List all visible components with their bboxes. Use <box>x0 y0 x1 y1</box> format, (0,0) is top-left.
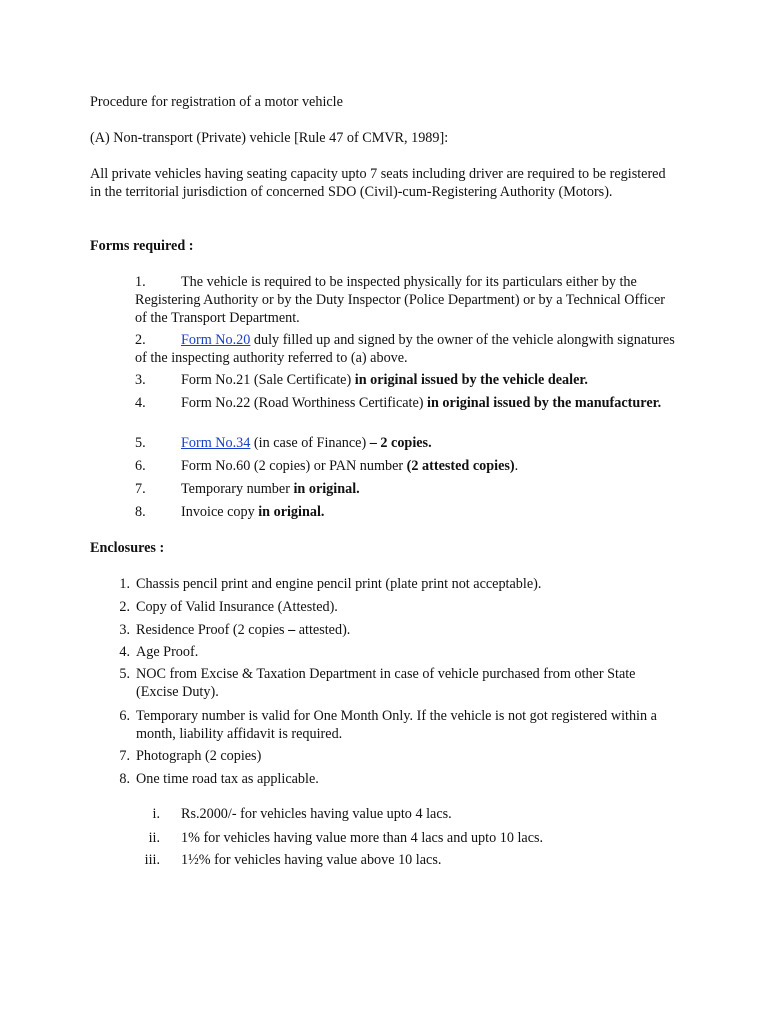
forms-item-number: 7. <box>135 481 146 497</box>
enclosure-number: 6. <box>119 708 130 724</box>
forms-item-number: 2. <box>135 332 146 348</box>
road-tax-text: 1% for vehicles having value more than 4 lacs and upto 10 lacs. <box>181 830 544 846</box>
enclosure-number: 2. <box>119 599 130 615</box>
enclosure-text: Age Proof. <box>136 644 199 660</box>
forms-item-number: 8. <box>135 504 146 520</box>
forms-heading: Forms required : <box>90 238 194 254</box>
forms-item-number: 1. <box>135 274 146 290</box>
enclosure-text: Residence Proof (2 copies – attested). <box>136 622 351 638</box>
forms-item-number: 6. <box>135 458 146 474</box>
section-a-heading: (A) Non-transport (Private) vehicle [Rule 47 of CMVR, 1989]: <box>90 130 449 146</box>
road-tax-text: 1½% for vehicles having value above 10 lacs. <box>181 852 442 868</box>
enclosure-text: Photograph (2 copies) <box>136 748 262 764</box>
document-title: Procedure for registration of a motor vehicle <box>90 94 343 110</box>
road-tax-number: iii. <box>144 852 160 868</box>
enclosure-text: Chassis pencil print and engine pencil print (plate print not acceptable). <box>136 576 542 592</box>
enclosure-number: 5. <box>119 666 130 682</box>
road-tax-number: ii. <box>148 830 160 846</box>
enclosures-heading: Enclosures : <box>90 540 165 556</box>
forms-item-text: Form No.60 (2 copies) or PAN number (2 attested copies). <box>181 458 519 474</box>
intro-paragraph: All private vehicles having seating capacity upto 7 seats including driver are required to be registered in the territorial jurisdiction of concerned SDO (Civil)-cum-Registering Authority (Motors). <box>90 166 666 200</box>
form-34-link[interactable]: Form No.34 <box>181 435 251 451</box>
enclosure-text: Copy of Valid Insurance (Attested). <box>136 599 338 615</box>
forms-item-number: 4. <box>135 395 146 411</box>
forms-item-text: Form No.21 (Sale Certificate) in original issued by the vehicle dealer. <box>181 372 588 388</box>
form-20-link[interactable]: Form No.20 <box>181 332 251 348</box>
forms-item-text: 1. The vehicle is required to be inspected physically for its particulars either by the Registering Authority or by the Duty Inspector (Police Department) or by a Technical Officer of the Transport Department. <box>135 274 665 326</box>
road-tax-number: i. <box>152 806 160 822</box>
forms-item-number: 3. <box>135 372 146 388</box>
enclosure-number: 1. <box>119 576 130 592</box>
enclosure-number: 8. <box>119 771 130 787</box>
forms-item-text: 4. Form No.22 (Road Worthiness Certificate) in original issued by the manufacturer. <box>135 395 662 411</box>
forms-item-text: Form No.34 (in case of Finance) – 2 copies. <box>181 435 432 451</box>
forms-item-number: 5. <box>135 435 146 451</box>
enclosure-text: NOC from Excise & Taxation Department in case of vehicle purchased from other State (Excise Duty). <box>136 666 636 700</box>
road-tax-text: Rs.2000/- for vehicles having value upto 4 lacs. <box>181 806 452 822</box>
enclosure-text: One time road tax as applicable. <box>136 771 319 787</box>
enclosure-text: Temporary number is valid for One Month Only. If the vehicle is not got registered within a month, liability affidavit is required. <box>136 708 657 742</box>
forms-item-text: Invoice copy in original. <box>181 504 325 520</box>
forms-item-text: Temporary number in original. <box>181 481 360 497</box>
enclosure-number: 3. <box>119 622 130 638</box>
enclosure-number: 4. <box>119 644 130 660</box>
enclosure-number: 7. <box>119 748 130 764</box>
forms-item-text: 2. Form No.20 duly filled up and signed by the owner of the vehicle alongwith signatures of the inspecting authority referred to (a) above. <box>135 332 675 366</box>
